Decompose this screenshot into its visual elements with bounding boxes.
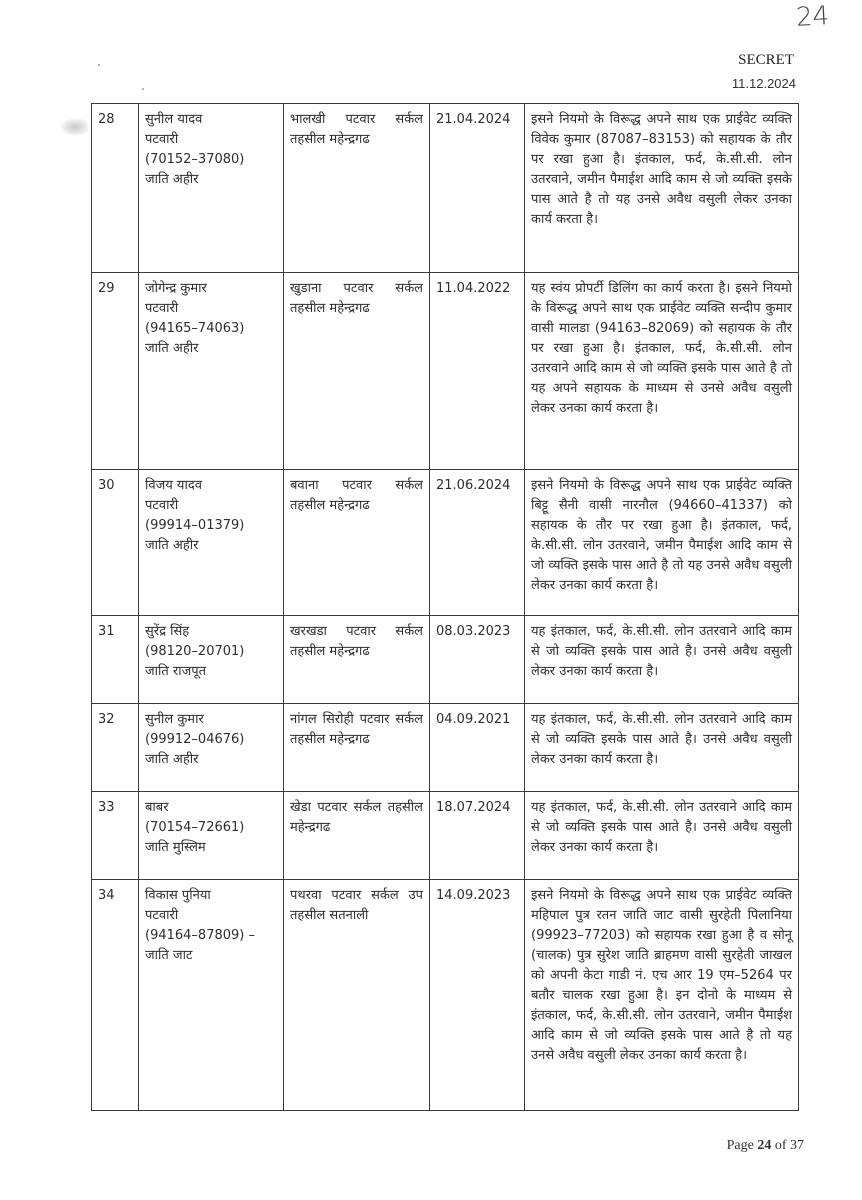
person-detail-line: जोगेन्द्र कुमार [145, 281, 207, 296]
patwar-circle-cell: भालखी पटवार सर्कल तहसील महेन्द्रगढ [284, 104, 430, 273]
person-detail-line: (98120–20701) [145, 644, 245, 659]
person-detail-line: पटवारी [145, 908, 179, 923]
records-table [91, 103, 799, 1111]
page-footer [696, 1138, 804, 1154]
person-detail-line: पटवारी [145, 498, 179, 513]
classification-label: SECRET [738, 52, 794, 68]
patwar-circle-cell: पथरवा पटवार सर्कल उप तहसील सतनाली [284, 880, 430, 1111]
serial-number-cell: 29 [92, 273, 139, 470]
patwar-circle-cell: खरखडा पटवार सर्कल तहसील महेन्द्रगढ [284, 616, 430, 704]
person-detail-line: जाति जाट [145, 948, 193, 963]
serial-number-cell: 30 [92, 470, 139, 616]
person-detail-line: जाति मुस्लिम [145, 840, 206, 855]
posting-date-cell: 04.09.2021 [430, 704, 525, 792]
classification-date: 11.12.2024 [731, 76, 796, 91]
patwar-circle-cell: खेडा पटवार सर्कल तहसील महेन्द्रगढ [284, 792, 430, 880]
person-cell [139, 273, 284, 470]
table-row [92, 104, 799, 273]
person-detail-line: विकास पुनिया [145, 888, 211, 903]
remarks-cell: यह इंतकाल, फर्द, के.सी.सी. लोन उतरवाने आदि काम से जो व्यक्ति इसके पास आते है। उनसे अवैध वसुली लेकर उनका कार्य करता है। [525, 792, 799, 880]
posting-date-cell: 21.04.2024 [430, 104, 525, 273]
table-row [92, 704, 799, 792]
person-detail-line: जाति अहीर [145, 172, 199, 187]
remarks-cell: इसने नियमो के विरूद्ध अपने साथ एक प्राईवेट व्यक्ति विवेक कुमार (87087–83153) को सहायक के तौर पर रखा हुआ है। इंतकाल, फर्द, के.सी.सी. लोन उतरवाने, जमीन पैमाईश आदि काम से जो व्यक्ति इसके पास आते है तो यह उनसे अवैध वसुली लेकर उनका कार्य करता है। [525, 104, 799, 273]
person-detail-line: जाति राजपूत [145, 664, 207, 679]
posting-date-cell: 08.03.2023 [430, 616, 525, 704]
table-row [92, 616, 799, 704]
remarks-cell: यह इंतकाल, फर्द, के.सी.सी. लोन उतरवाने आदि काम से जो व्यक्ति इसके पास आते है। उनसे अवैध वसुली लेकर उनका कार्य करता है। [525, 704, 799, 792]
person-cell [139, 704, 284, 792]
remarks-cell: यह इंतकाल, फर्द, के.सी.सी. लोन उतरवाने आदि काम से जो व्यक्ति इसके पास आते है। उनसे अवैध वसुली लेकर उनका कार्य करता है। [525, 616, 799, 704]
page-footer-of: of [771, 1138, 790, 1153]
serial-number-cell: 31 [92, 616, 139, 704]
person-detail-line: पटवारी [145, 132, 179, 147]
handwritten-page-number: 24 [795, 1, 830, 33]
person-detail-line: जाति अहीर [145, 538, 199, 553]
remarks-cell: यह स्वंय प्रोपर्टी डिलिंग का कार्य करता है। इसने नियमो के विरूद्ध अपने साथ एक प्राईवेट व्यक्ति सन्दीप कुमार वासी मालडा (94163–82069) को सहायक के तौर पर रखा हुआ है। इंतकाल, फर्द, के.सी.सी. लोन उतरवाने आदि काम से जो व्यक्ति इसके पास आते है तो यह अपने सहायक के माध्यम से उनसे अवैध वसुली लेकर उनका कार्य करता है। [525, 273, 799, 470]
person-detail-line: जाति अहीर [145, 341, 199, 356]
table-row [92, 470, 799, 616]
person-detail-line: (99912–04676) [145, 732, 245, 747]
page-footer-total: 37 [790, 1138, 804, 1153]
table-row [92, 880, 799, 1111]
person-detail-line: सुरेंद्र सिंह [145, 624, 190, 639]
remarks-cell: इसने नियमो के विरूद्ध अपने साथ एक प्राईवेट व्यक्ति बिट्टू सैनी वासी नारनौल (94660–41337) को सहायक के तौर पर रखा हुआ है। इंतकाल, फर्द, के.सी.सी. लोन उतरवाने, जमीन पैमाईश आदि काम से जो व्यक्ति इसके पास आते है तो यह उनसे अवैध वसुली लेकर उनका कार्य करता है। [525, 470, 799, 616]
serial-number-cell: 32 [92, 704, 139, 792]
scan-smudge [60, 118, 90, 136]
scan-speck [142, 88, 144, 90]
patwar-circle-cell: खुडाना पटवार सर्कल तहसील महेन्द्रगढ [284, 273, 430, 470]
person-cell [139, 792, 284, 880]
table-row [92, 273, 799, 470]
serial-number-cell: 33 [92, 792, 139, 880]
serial-number-cell: 28 [92, 104, 139, 273]
table-row [92, 792, 799, 880]
posting-date-cell: 18.07.2024 [430, 792, 525, 880]
person-detail-line: (99914–01379) [145, 518, 245, 533]
posting-date-cell: 14.09.2023 [430, 880, 525, 1111]
patwar-circle-cell: नांगल सिरोही पटवार सर्कल तहसील महेन्द्रगढ [284, 704, 430, 792]
person-detail-line: विजय यादव [145, 478, 202, 493]
person-detail-line: (70154–72661) [145, 820, 245, 835]
person-detail-line: बाबर [145, 800, 169, 815]
scan-speck [98, 64, 100, 66]
page-footer-prefix: Page [726, 1138, 758, 1153]
person-detail-line: सुनील यादव [145, 112, 203, 127]
patwar-circle-cell: बवाना पटवार सर्कल तहसील महेन्द्रगढ [284, 470, 430, 616]
person-cell [139, 616, 284, 704]
remarks-cell: इसने नियमो के विरूद्ध अपने साथ एक प्राईवेट व्यक्ति महिपाल पुत्र रतन जाति जाट वासी सुरहेती पिलानिया (99923–77203) को सहायक रखा हुआ है व सोनू (चालक) पुत्र सुरेश जाति ब्राहमण वासी सुरहेती जाखल को अपनी केटा गाडी नं. एच आर 19 एम–5264 पर बतौर चालक रखा हुआ है। इन दोनो के माध्यम से इंतकाल, फर्द, के.सी.सी. लोन उतरवाने, जमीन पैमाईश आदि काम से जो व्यक्ति इसके पास आते है तो यह उनसे अवैध वसुली लेकर उनका कार्य करता है। [525, 880, 799, 1111]
person-detail-line: (70152–37080) [145, 152, 245, 167]
person-cell [139, 104, 284, 273]
serial-number-cell: 34 [92, 880, 139, 1111]
person-detail-line: सुनील कुमार [145, 712, 204, 727]
page-footer-current: 24 [757, 1138, 772, 1153]
person-detail-line: जाति अहीर [145, 752, 199, 767]
person-detail-line: (94165–74063) [145, 321, 245, 336]
person-detail-line: (94164–87809) – [145, 928, 255, 943]
person-detail-line: पटवारी [145, 301, 179, 316]
person-cell [139, 880, 284, 1111]
person-cell [139, 470, 284, 616]
posting-date-cell: 11.04.2022 [430, 273, 525, 470]
posting-date-cell: 21.06.2024 [430, 470, 525, 616]
